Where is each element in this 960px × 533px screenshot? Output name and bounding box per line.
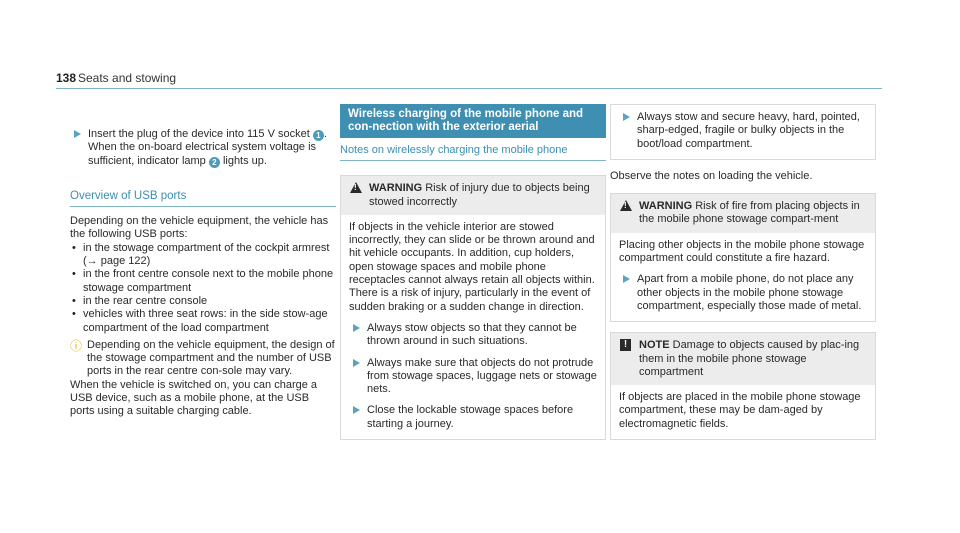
step-period: . [323,128,327,140]
step-arrow-icon [353,324,360,332]
note-text: Depending on the vehicle equipment, the design of the stowage compartment and the number of USB ports in the rear centre con-sole may vary. [87,338,335,378]
notice-headline: Damage to objects caused by plac-ing them in the mobile phone stowage compartment [639,339,860,378]
column-2 [340,104,606,440]
warning-step [349,357,597,397]
step-line-1: Insert the plug of the device into 115 V socket [88,128,310,140]
notice-label: NOTE [639,339,670,352]
step-text: Always stow objects so that they cannot be thrown around in such situations. [367,321,577,348]
warning-paragraph: There is a risk of injury, particularly in the event of sudden braking or a sudden change in direction. [349,287,591,313]
continued-warning-box [610,104,876,160]
column-1 [70,128,336,419]
subsection-title: Notes on wirelessly charging the mobile phone [340,144,606,161]
list-item: • in the rear centre console [70,295,336,308]
warning-header [341,176,605,215]
warning-box [340,175,606,440]
warning-step [619,111,867,151]
step-arrow-icon [623,113,630,121]
warning-headline: Risk of fire from placing objects in the mobile phone stowage compart-ment [639,200,860,226]
step-line-3: lights up. [222,154,267,167]
step-arrow-icon [353,359,360,367]
info-note [70,339,336,379]
warning-paragraph: If objects in the vehicle interior are stowed incorrectly, they can slide or be thrown around and hit vehicle occupants. In addition, cup holders, open stowage spaces and mobile phone receptacles cannot always retain all objects within. [349,220,595,287]
warning-body [341,215,605,439]
closing-text: When the vehicle is switched on, you can charge a USB device, such as a mobile phone, at the USB ports using a suitable charging cable. [70,378,318,418]
notice-icon: ! [620,339,631,351]
warning-triangle-icon [620,200,632,211]
warning-step [619,273,867,313]
observe-text: Observe the notes on loading the vehicle. [610,169,813,182]
warning-triangle-icon [350,182,362,193]
fire-warning-box [610,193,876,322]
page-number: 138 [56,71,77,85]
step-text: Always make sure that objects do not protrude from stowage spaces, luggage nets or stowage nets. [367,356,597,396]
warning-body [611,233,875,321]
usb-intro: Depending on the vehicle equipment, the vehicle has the following USB ports: [70,215,329,241]
list-item: • vehicles with three seat rows: in the side stow-age compartment of the load compartment [70,308,336,335]
header-rule [56,88,882,89]
step-arrow-icon [353,406,360,414]
chapter-title-bar: Wireless charging of the mobile phone and con-nection with the exterior aerial [340,104,606,138]
notice-box [610,332,876,440]
warning-headline: Risk of injury due to objects being stowed incorrectly [369,182,590,208]
running-header: Seats and stowing [78,71,177,85]
notice-paragraph: If objects are placed in the mobile phone stowage compartment, these may be dam-aged by electromagnetic fields. [619,391,861,430]
list-item: • in the stowage compartment of the cockpit armrest (→ page 122) [70,242,336,269]
step-text: Apart from a mobile phone, do not place any other objects in the mobile phone stowage compartment, especially those made of metal. [637,273,862,312]
list-item: • in the front centre console next to the mobile phone stowage compartment [70,268,336,295]
warning-header [611,194,875,233]
warning-step [349,404,597,431]
notice-header [611,333,875,385]
warning-step [349,322,597,349]
column-3 [610,104,876,440]
usb-port-list [70,242,336,335]
step-text: Close the lockable stowage spaces before starting a journey. [367,404,574,430]
callout-1-icon: 1 [313,130,324,141]
step-arrow-icon [623,275,630,283]
info-icon: ⓘ [70,338,83,353]
notice-body [611,385,875,439]
continued-body [611,105,875,159]
warning-label: WARNING [369,182,423,195]
section-title-usb: Overview of USB ports [70,190,336,207]
step-arrow-icon [74,130,81,138]
step-text [88,128,336,168]
warning-label: WARNING [639,200,693,213]
step-line-2: When the on-board electrical system voltage is sufficient, indicator lamp [88,141,317,167]
callout-2-icon: 2 [209,157,220,168]
instruction-step [70,128,336,168]
warning-paragraph: Placing other objects in the mobile phone stowage compartment could constitute a fire hazard. [619,238,865,265]
step-text: Always stow and secure heavy, hard, pointed, sharp-edged, fragile or bulky objects in the boot/load compartment. [637,111,860,150]
